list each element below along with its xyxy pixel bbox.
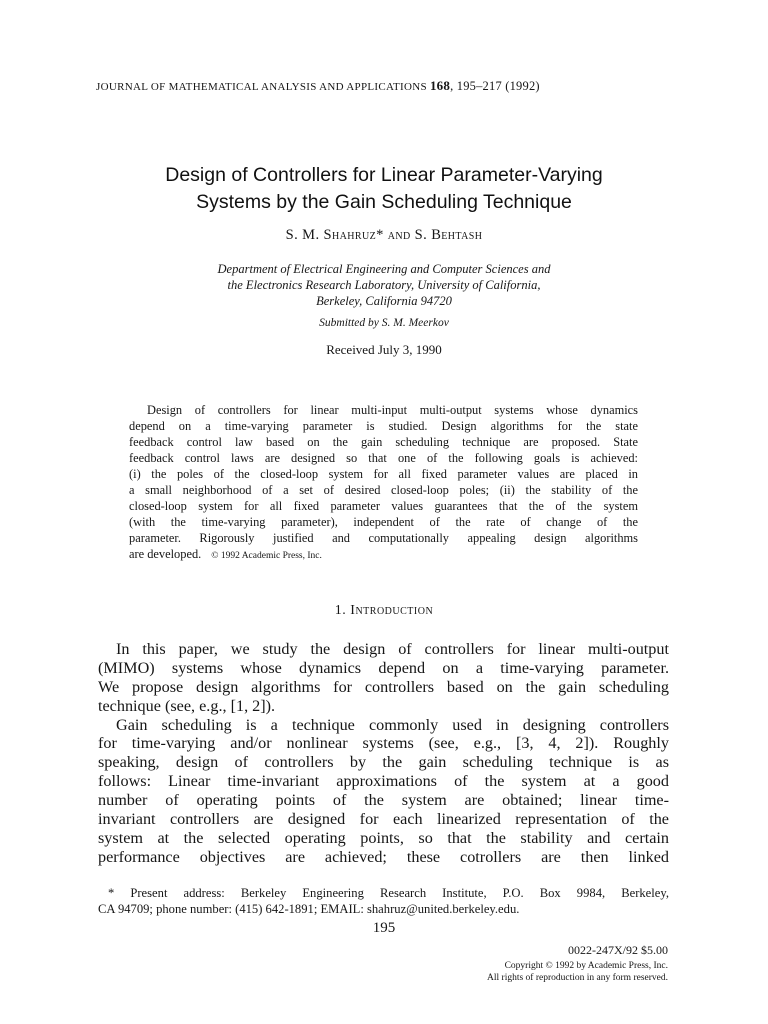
journal-pages-year: 195–217 (1992) [456,79,540,93]
abstract-line: feedback control laws are designed so that one of the following goals is achieved: [129,451,638,465]
body-line: for time-varying and/or nonlinear systems (see, e.g., [3, 4, 2]). Roughly [98,734,669,753]
abstract-line: closed-loop system for all fixed parameter values guarantees that the of the system [129,499,638,513]
footnote-line: * Present address: Berkeley Engineering Research Institute, P.O. Box 9984, Berkeley, [108,886,669,900]
body-text [98,640,669,867]
author-2-surname: Behtash [431,227,483,243]
body-line: number of operating points of the system are obtained; linear time- [98,791,669,810]
authors [100,227,668,244]
body-line: system at the selected operating points, so that the stability and certain [98,828,669,847]
affiliation-line: the Electronics Research Laboratory, University of California, [227,278,541,292]
affiliation-line: Department of Electrical Engineering and Computer Sciences and [217,262,551,276]
title-line-1: Design of Controllers for Linear Parameter-Varying [165,164,603,186]
authors-conjunction: and [387,227,411,243]
affiliation-line: Berkeley, California 94720 [316,294,452,308]
article-code: 0022-247X/92 $5.00 [568,943,668,957]
journal-name: JOURNAL OF MATHEMATICAL ANALYSIS AND APPLICATIONS [96,81,427,93]
abstract-line: (i) the poles of the closed-loop system for all fixed parameter values are placed in [129,467,638,481]
abstract-copyright: © 1992 Academic Press, Inc. [211,551,322,561]
section-heading [100,603,668,619]
body-line: follows: Linear time-invariant approximations of the system at a good [98,772,669,791]
abstract-line: parameter. Rigorously justified and computationally appealing design algorithms [129,531,638,545]
abstract-line: a small neighborhood of a set of desired closed-loop poles; (ii) the stability of the [129,483,638,497]
submitted-by: Submitted by S. M. Meerkov [319,317,449,329]
abstract-last-line [129,546,638,562]
rights-reserved: All rights of reproduction in any form reserved. [487,973,668,983]
paper-title [100,162,668,216]
title-line-2: Systems by the Gain Scheduling Technique [196,191,572,213]
affiliation [100,261,668,309]
body-line: Gain scheduling is a technique commonly used in designing controllers [116,715,669,734]
abstract-line: depend on a time-varying parameter is studied. Design algorithms for the state [129,419,638,433]
journal-volume: 168 [429,78,451,93]
page-number: 195 [372,920,396,936]
body-line: invariant controllers are designed for each linearized representation of the [98,810,669,829]
rights-copyright: Copyright © 1992 by Academic Press, Inc. [504,961,668,971]
rights-notice [487,960,668,984]
body-line: (MIMO) systems whose dynamics depend on a time-varying parameter. [98,658,669,677]
body-line: technique (see, e.g., [1, 2]). [98,696,276,715]
abstract-line: Design of controllers for linear multi-input multi-output systems whose dynamics [147,403,638,417]
body-line: In this paper, we study the design of controllers for linear multi-output [116,640,669,658]
section-number: 1. [334,603,347,618]
received-date: Received July 3, 1990 [326,342,442,357]
footnote [98,885,669,917]
abstract-line: feedback control law based on the gain scheduling technique are proposed. State [129,435,638,449]
section-title: Introduction [350,603,434,618]
footnote-line: CA 94709; phone number: (415) 642-1891; EMAIL: shahruz@united.berkeley.edu. [98,902,520,916]
body-line: performance objectives are achieved; these cotrollers are then linked [98,847,669,866]
abstract [129,402,638,562]
body-line: speaking, design of controllers by the gain scheduling technique is as [98,753,669,772]
body-line: We propose design algorithms for controllers based on the gain scheduling [98,677,669,696]
author-2-initials: S. [414,227,428,243]
abstract-line: (with the time-varying parameter), independent of the rate of change of the [129,515,638,529]
author-1-initials: S. M. [285,227,320,243]
author-1-surname: Shahruz* [323,227,384,243]
abstract-line: are developed. [129,547,202,561]
journal-header: JOURNAL OF MATHEMATICAL ANALYSIS AND APPLICATIONS 168, 195–217 (1992) [96,78,540,93]
